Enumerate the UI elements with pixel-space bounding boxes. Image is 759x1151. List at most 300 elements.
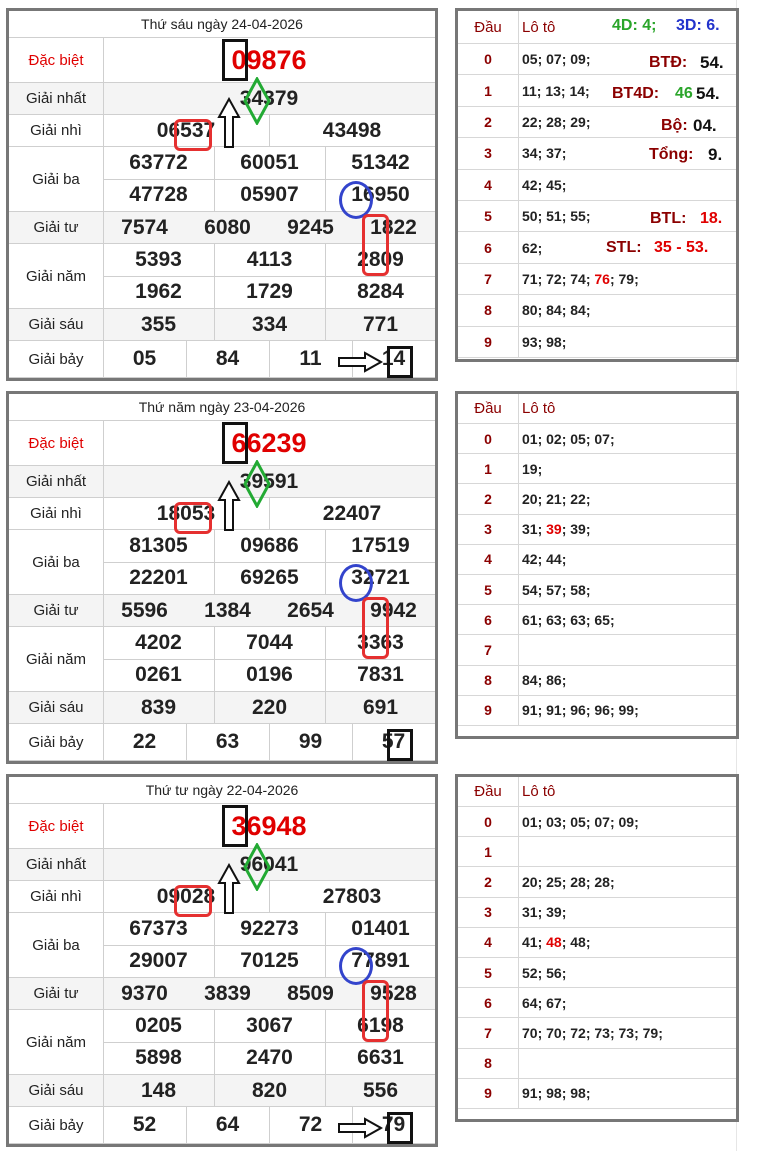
label-fourth: Giải tư [9,595,104,626]
fourth-prize: 9528 [370,982,417,1005]
third-prize: 67373 [129,917,188,940]
loto-number: 01; 03; 05; 07; 09; [522,813,639,830]
label-sixth: Giải sáu [9,1075,104,1106]
loto-number: 84; 86; [522,672,567,689]
third-prize: 01401 [351,917,410,940]
results-table [6,391,438,764]
loto-header-row [458,777,736,807]
loto-head: 0 [458,807,519,836]
loto-head: 3 [458,898,519,927]
sixth-prize: 839 [140,696,177,719]
draw-block [0,8,759,383]
header-loto: Lô tô [522,400,556,417]
label-second: Giải nhì [9,881,104,912]
loto-head: 0 [458,44,519,74]
fifth-prize: 8284 [357,280,404,303]
stat-btd-value: 54. [700,53,724,72]
seventh-prize: 84 [215,347,240,370]
fifth-prize: 1962 [135,280,182,303]
fourth-prize: 1822 [370,216,417,239]
stat-btd-label: BTĐ: [649,54,688,71]
loto-number: 19; [522,460,543,477]
label-first: Giải nhất [9,83,104,114]
box-marker [222,422,248,464]
stat-bo-value: 04. [693,116,717,135]
fourth-prize: 2654 [287,599,334,622]
loto-number: ; 79; [609,270,639,287]
loto-head: 0 [458,424,519,453]
stat-btl-value: 18. [700,210,723,227]
fourth-prize: 1384 [204,599,251,622]
loto-number: 71; 72; 74; [522,270,595,287]
label-seventh: Giải bảy [9,341,104,377]
cell-divider [186,724,187,760]
label-first: Giải nhất [9,849,104,880]
cell-divider [214,1075,215,1106]
fourth-prize: 6080 [204,216,251,239]
cell-divider [269,1107,270,1143]
stat-4d: 4D: 4; [612,17,657,34]
label-sixth: Giải sáu [9,309,104,340]
fifth-prize: 4202 [135,631,182,654]
loto-row [458,867,736,897]
cell-divider [103,179,435,180]
loto-row [458,837,736,867]
loto-number: 39 [546,521,562,538]
loto-head: 1 [458,75,519,105]
label-fourth: Giải tư [9,978,104,1009]
loto-table [455,8,739,362]
fifth-prize: 6198 [357,1014,404,1037]
header-loto: Lô tô [522,783,556,800]
label-second: Giải nhì [9,115,104,146]
seventh-prize: 11 [299,347,322,370]
draw-date-title: Thứ năm ngày 23-04-2026 [9,394,435,421]
cell-divider [103,659,435,660]
seventh-prize: 99 [298,730,323,753]
third-prize: 70125 [240,949,299,972]
header-dau: Đầu [458,394,519,423]
cell-divider [186,341,187,377]
loto-number: 31; 39; [522,904,567,921]
loto-row [458,75,736,106]
loto-number: 48 [546,934,562,951]
loto-values [522,1018,663,1047]
loto-values [522,666,566,695]
third-prize: 77891 [351,949,410,972]
fifth-prize: 5898 [135,1046,182,1069]
cell-divider [186,1107,187,1143]
loto-row [458,605,736,635]
loto-values [522,170,566,200]
box-marker [222,805,248,847]
cell-divider [325,309,326,340]
draw-block [0,774,759,1149]
loto-number: 31; [522,521,547,538]
diamond-marker [243,77,271,125]
box-marker [387,346,413,378]
second-prize: 06537 [156,119,216,142]
loto-number: 62; [522,239,543,256]
loto-number: 93; 98; [522,333,567,350]
stat-3d: 3D: 6. [676,17,720,34]
label-fifth: Giải năm [9,1010,104,1074]
label-fourth: Giải tư [9,212,104,243]
third-prize: 32721 [351,566,410,589]
loto-number: 42; 44; [522,551,567,568]
rect-marker [362,980,389,1042]
loto-head: 6 [458,988,519,1017]
loto-row [458,264,736,295]
loto-row [458,666,736,696]
fifth-prize: 0205 [135,1014,182,1037]
loto-values [522,138,566,168]
box-marker [222,39,248,81]
diamond-marker [243,460,271,508]
cell-divider [269,341,270,377]
fourth-prize: 9942 [370,599,417,622]
loto-number: ; 39; [561,521,591,538]
loto-row [458,515,736,545]
fourth-prize: 8509 [287,982,334,1005]
box-marker [387,1112,413,1144]
seventh-prize: 14 [381,347,406,370]
stat-bo-label: Bộ: [661,117,688,134]
loto-head: 7 [458,635,519,664]
first-prize: 96041 [239,853,299,876]
loto-row [458,138,736,169]
up-arrow-icon [217,863,241,915]
stat-btl-label: BTL: [650,210,687,227]
loto-head: 4 [458,545,519,574]
loto-head: 5 [458,201,519,231]
seventh-prize: 72 [298,1113,323,1136]
loto-values [522,424,615,453]
third-prize: 92273 [240,917,299,940]
loto-head: 2 [458,107,519,137]
loto-head: 8 [458,666,519,695]
second-prize: 43498 [322,119,382,142]
loto-row [458,807,736,837]
loto-head: 7 [458,264,519,294]
fifth-prize: 0196 [246,663,293,686]
loto-number: 11; 13; 14; [522,82,590,99]
row-sixth [9,1075,435,1107]
loto-number: 91; 98; 98; [522,1085,591,1102]
loto-values [522,295,590,325]
loto-head: 4 [458,928,519,957]
loto-row [458,170,736,201]
fifth-prize: 3363 [357,631,404,654]
special-prize: 66239 [231,428,307,458]
cell-divider [352,724,353,760]
stat-tong-value: 9. [708,145,723,164]
loto-head: 5 [458,958,519,987]
label-fifth: Giải năm [9,627,104,691]
right-arrow-icon [337,1117,383,1139]
draw-date-title: Thứ sáu ngày 24-04-2026 [9,11,435,38]
loto-number: 80; 84; 84; [522,302,591,319]
loto-table [455,774,739,1122]
third-prize: 63772 [129,151,188,174]
loto-row [458,545,736,575]
loto-number: 34; 37; [522,145,567,162]
results-table [6,774,438,1147]
loto-values [522,232,542,262]
loto-head: 9 [458,1079,519,1108]
loto-number: 01; 02; 05; 07; [522,430,615,447]
loto-values [522,484,590,513]
loto-number: 20; 25; 28; 28; [522,873,615,890]
fifth-prize: 2470 [246,1046,293,1069]
sixth-prize: 771 [362,313,399,336]
loto-values [522,1079,590,1108]
loto-row [458,44,736,75]
fifth-prize: 7831 [357,663,404,686]
label-seventh: Giải bảy [9,724,104,760]
loto-row [458,1079,736,1109]
row-seventh [9,724,435,761]
third-prize: 17519 [351,534,410,557]
third-prize: 29007 [129,949,188,972]
label-special: Đặc biệt [9,421,104,465]
stat-stl-value: 35 - 53. [654,239,709,256]
loto-row [458,958,736,988]
loto-values [522,928,591,957]
sixth-prize: 220 [251,696,288,719]
third-prize: 09686 [240,534,299,557]
loto-number: 05; 07; 09; [522,51,591,68]
up-arrow-icon [217,97,241,149]
loto-head: 1 [458,837,519,866]
loto-head: 2 [458,484,519,513]
loto-row [458,696,736,726]
seventh-prize: 64 [215,1113,240,1136]
loto-head: 7 [458,1018,519,1047]
loto-head: 9 [458,327,519,357]
cell-divider [214,692,215,723]
loto-number: 41; [522,934,547,951]
loto-number: 70; 70; 72; 73; 73; 79; [522,1024,663,1041]
loto-head: 9 [458,696,519,725]
loto-row [458,454,736,484]
loto-row [458,1049,736,1079]
seventh-prize: 52 [132,1113,157,1136]
draw-block [0,391,759,766]
loto-head: 8 [458,295,519,325]
loto-head: 2 [458,867,519,896]
cell-divider [103,945,435,946]
loto-values [522,988,566,1017]
loto-values [522,454,542,483]
loto-values [522,107,590,137]
fifth-prize: 2809 [357,248,404,271]
fifth-prize: 0261 [135,663,182,686]
rect-marker [362,214,389,276]
label-third: Giải ba [9,147,104,211]
cell-divider [103,1042,435,1043]
loto-number: 91; 91; 96; 96; 99; [522,702,639,719]
fourth-prize: 5596 [121,599,168,622]
loto-values [522,867,615,896]
special-prize: 36948 [231,811,307,841]
label-third: Giải ba [9,913,104,977]
label-sixth: Giải sáu [9,692,104,723]
fifth-prize: 3067 [246,1014,293,1037]
header-dau: Đầu [458,777,519,806]
stat-bt4d-label: BT4D: [612,85,660,102]
loto-head: 3 [458,515,519,544]
loto-number: 64; 67; [522,994,567,1011]
loto-values [522,201,590,231]
fifth-prize: 6631 [357,1046,404,1069]
loto-row [458,201,736,232]
rect-marker [174,119,212,151]
loto-head: 4 [458,170,519,200]
fifth-prize: 7044 [246,631,293,654]
fourth-prize: 9370 [121,982,168,1005]
cell-divider [214,309,215,340]
third-prize: 60051 [240,151,299,174]
second-prize: 27803 [322,885,382,908]
cell-divider [103,276,435,277]
loto-row [458,424,736,454]
seventh-prize: 79 [381,1113,406,1136]
box-marker [387,729,413,761]
loto-values [522,327,566,357]
loto-row [458,898,736,928]
loto-number: 76 [594,270,610,287]
loto-row [458,928,736,958]
loto-values [522,898,566,927]
loto-values [522,75,590,105]
third-prize: 51342 [351,151,410,174]
seventh-prize: 22 [132,730,157,753]
loto-values [522,958,566,987]
fifth-prize: 5393 [135,248,182,271]
loto-values [522,575,590,604]
loto-head: 6 [458,232,519,262]
loto-row [458,575,736,605]
rect-marker [174,885,212,917]
loto-head: 5 [458,575,519,604]
results-table [6,8,438,381]
stat-bt4d-mid: 46 [675,85,693,102]
loto-header-row [458,394,736,424]
sixth-prize: 556 [362,1079,399,1102]
loto-head: 8 [458,1049,519,1078]
sixth-prize: 691 [362,696,399,719]
third-prize: 69265 [240,566,299,589]
fifth-prize: 4113 [246,248,293,271]
second-prize: 22407 [322,502,382,525]
loto-number: 20; 21; 22; [522,490,591,507]
cell-divider [103,562,435,563]
rect-marker [174,502,212,534]
label-second: Giải nhì [9,498,104,529]
first-prize: 39591 [239,470,299,493]
loto-head: 6 [458,605,519,634]
third-prize: 22201 [129,566,188,589]
special-prize: 09876 [231,45,307,75]
loto-values [522,264,639,294]
row-sixth [9,692,435,724]
loto-number: ; 48; [561,934,591,951]
draw-date-title: Thứ tư ngày 22-04-2026 [9,777,435,804]
fourth-prize: 3839 [204,982,251,1005]
seventh-prize: 57 [381,730,406,753]
label-third: Giải ba [9,530,104,594]
fifth-prize: 1729 [246,280,293,303]
cell-divider [269,724,270,760]
loto-values [522,807,639,836]
loto-values [522,545,566,574]
third-prize: 47728 [129,183,188,206]
sixth-prize: 334 [251,313,288,336]
label-first: Giải nhất [9,466,104,497]
loto-values [522,44,590,74]
loto-row [458,635,736,665]
loto-values [522,515,591,544]
rect-marker [362,597,389,659]
sixth-prize: 148 [140,1079,177,1102]
header-loto: Lô tô [522,18,556,36]
label-seventh: Giải bảy [9,1107,104,1143]
third-prize: 81305 [129,534,188,557]
row-sixth [9,309,435,341]
fourth-prize: 9245 [287,216,334,239]
loto-values [522,696,639,725]
diamond-marker [243,843,271,891]
cell-divider [325,692,326,723]
loto-row [458,988,736,1018]
stat-tong-label: Tổng: [649,146,694,163]
third-prize: 05907 [240,183,299,206]
right-arrow-icon [337,351,383,373]
fourth-prize: 7574 [121,216,168,239]
loto-row [458,484,736,514]
loto-row [458,1018,736,1048]
seventh-prize: 05 [132,347,157,370]
loto-number: 52; 56; [522,964,567,981]
second-prize: 09028 [156,885,216,908]
label-special: Đặc biệt [9,804,104,848]
loto-values [522,605,615,634]
third-prize: 16950 [351,183,410,206]
loto-row [458,295,736,326]
loto-number: 61; 63; 63; 65; [522,611,615,628]
second-prize: 18053 [156,502,216,525]
sixth-prize: 355 [140,313,177,336]
stat-stl-label: STL: [606,239,642,256]
stat-bt4d-end: 54. [696,84,720,103]
loto-number: 42; 45; [522,176,567,193]
loto-number: 22; 28; 29; [522,113,591,130]
label-fifth: Giải năm [9,244,104,308]
first-prize: 34379 [239,87,299,110]
cell-divider [325,1075,326,1106]
loto-number: 54; 57; 58; [522,581,591,598]
seventh-prize: 63 [215,730,240,753]
loto-head: 1 [458,454,519,483]
loto-number: 50; 51; 55; [522,208,591,225]
loto-row [458,327,736,358]
loto-head: 3 [458,138,519,168]
loto-table [455,391,739,739]
sixth-prize: 820 [251,1079,288,1102]
up-arrow-icon [217,480,241,532]
label-special: Đặc biệt [9,38,104,82]
